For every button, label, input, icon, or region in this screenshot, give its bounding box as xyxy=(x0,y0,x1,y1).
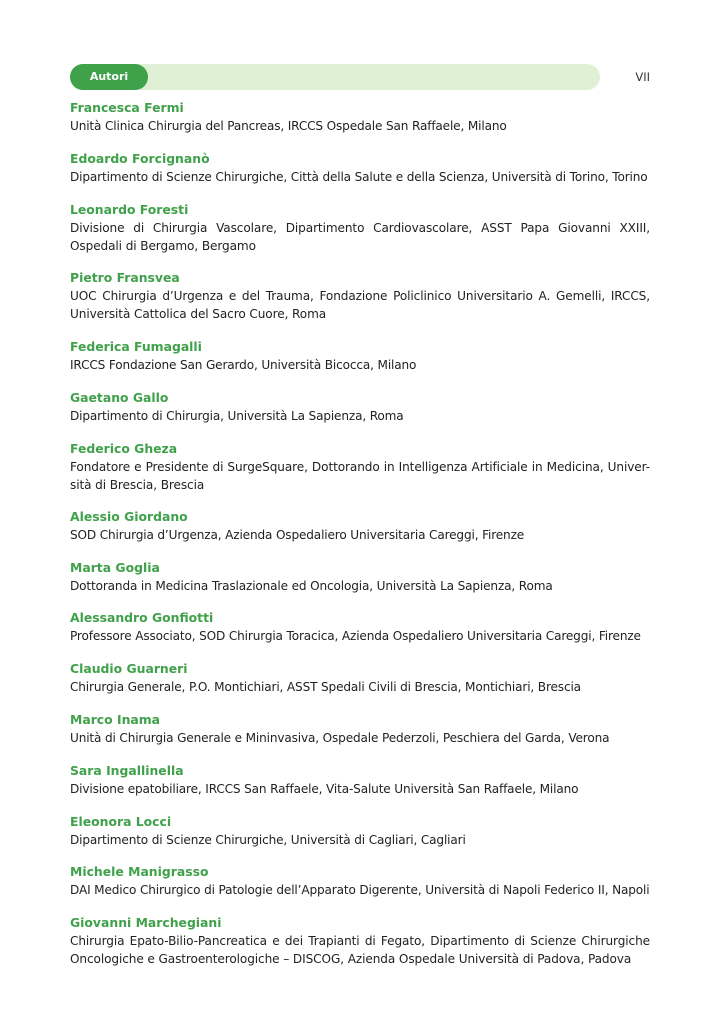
author-entry xyxy=(70,440,650,494)
section-header-bar xyxy=(70,64,600,90)
author-entry xyxy=(70,711,650,747)
author-entry xyxy=(70,508,650,544)
author-entry xyxy=(70,863,650,899)
author-name: Francesca Fermi xyxy=(70,100,184,115)
author-entry xyxy=(70,269,650,323)
author-entry xyxy=(70,99,650,135)
section-label: Autori xyxy=(70,64,148,90)
author-entry xyxy=(70,762,650,798)
author-name: Gaetano Gallo xyxy=(70,390,169,405)
author-entry xyxy=(70,150,650,186)
author-entry xyxy=(70,389,650,425)
author-entry xyxy=(70,609,650,645)
author-affiliation: Professore Associato, SOD Chirurgia Toracica, Azienda Ospedaliero Universitaria Careggi, Firenze xyxy=(70,629,641,643)
author-affiliation: Chirurgia Generale, P.O. Montichiari, ASST Spedali Civili di Brescia, Montichiari, Brescia xyxy=(70,680,581,694)
author-entry xyxy=(70,660,650,696)
author-entry xyxy=(70,559,650,595)
author-name: Giovanni Marchegiani xyxy=(70,915,222,930)
author-name: Federico Gheza xyxy=(70,441,178,456)
author-affiliation: Dipartimento di Chirurgia, Università La Sapienza, Roma xyxy=(70,409,404,423)
author-affiliation: IRCCS Fondazione San Gerardo, Università Bicocca, Milano xyxy=(70,358,417,372)
author-name: Pietro Fransvea xyxy=(70,270,180,285)
author-affiliation: UOC Chirurgia d’Urgenza e del Trauma, Fondazione Policlinico Universitario A. Gemelli, IRCCS, Università Cattolica del Sacro Cuore, Roma xyxy=(70,289,650,321)
page-number: VII xyxy=(635,70,650,84)
author-affiliation: Divisione epatobiliare, IRCCS San Raffaele, Vita-Salute Università San Raffaele, Milano xyxy=(70,782,579,796)
author-entry xyxy=(70,338,650,374)
author-affiliation: Unità Clinica Chirurgia del Pancreas, IRCCS Ospedale San Raffaele, Milano xyxy=(70,119,507,133)
author-affiliation: Fondatore e Presidente di SurgeSquare, Dottorando in Intelligenza Artificiale in Medicina, Univer-sità di Brescia, Brescia xyxy=(70,460,650,492)
author-name: Sara Ingallinella xyxy=(70,763,184,778)
author-name: Leonardo Foresti xyxy=(70,202,189,217)
author-affiliation: Dottoranda in Medicina Traslazionale ed Oncologia, Università La Sapienza, Roma xyxy=(70,579,553,593)
author-affiliation: DAI Medico Chirurgico di Patologie dell’Apparato Digerente, Università di Napoli Federico II, Napoli xyxy=(70,883,650,897)
author-affiliation: Divisione di Chirurgia Vascolare, Dipartimento Cardiovascolare, ASST Papa Giovanni XXIII, Ospedali di Bergamo, Bergamo xyxy=(70,221,650,253)
author-entry xyxy=(70,914,650,968)
author-name: Eleonora Locci xyxy=(70,814,172,829)
author-affiliation: Unità di Chirurgia Generale e Mininvasiva, Ospedale Pederzoli, Peschiera del Garda, Verona xyxy=(70,731,610,745)
author-affiliation: Dipartimento di Scienze Chirurgiche, Città della Salute e della Scienza, Università di Torino, Torino xyxy=(70,170,648,184)
author-affiliation: Chirurgia Epato-Bilio-Pancreatica e dei Trapianti di Fegato, Dipartimento di Scienze Chirurgiche Oncologiche e Gastroenterologiche – DISCOG, Azienda Ospedale Università di Padova, Padova xyxy=(70,934,650,966)
author-name: Marco Inama xyxy=(70,712,161,727)
author-name: Alessandro Gonfiotti xyxy=(70,610,214,625)
author-affiliation: SOD Chirurgia d’Urgenza, Azienda Ospedaliero Universitaria Careggi, Firenze xyxy=(70,528,525,542)
author-name: Federica Fumagalli xyxy=(70,339,202,354)
author-entry xyxy=(70,201,650,255)
author-name: Alessio Giordano xyxy=(70,509,188,524)
author-entry xyxy=(70,813,650,849)
author-affiliation: Dipartimento di Scienze Chirurgiche, Università di Cagliari, Cagliari xyxy=(70,833,466,847)
author-name: Marta Goglia xyxy=(70,560,160,575)
author-name: Edoardo Forcignanò xyxy=(70,151,210,166)
author-name: Michele Manigrasso xyxy=(70,864,209,879)
author-name: Claudio Guarneri xyxy=(70,661,188,676)
